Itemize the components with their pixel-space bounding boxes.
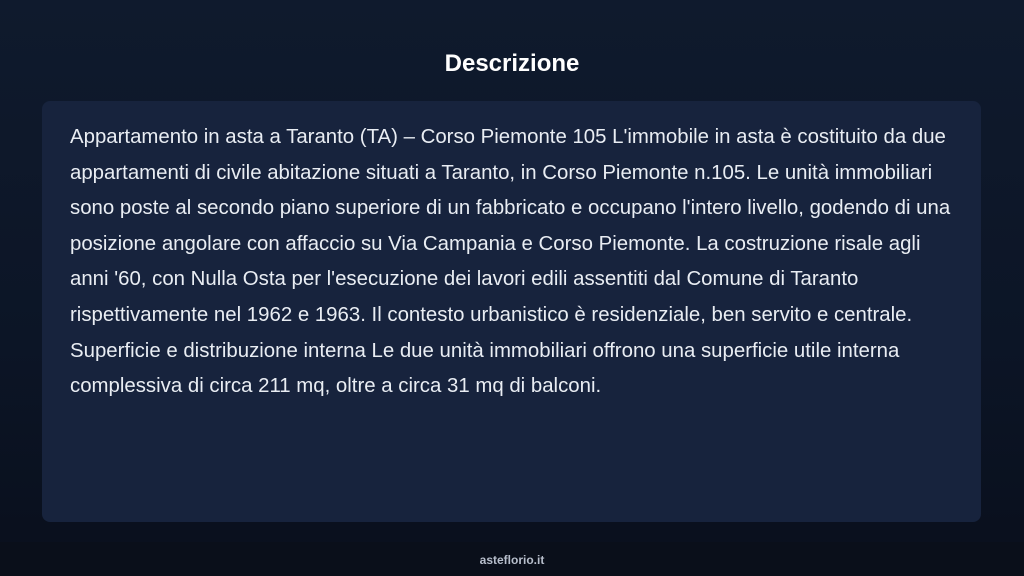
footer-site-label: asteflorio.it	[479, 553, 545, 567]
footer-bar	[0, 542, 1024, 576]
description-card	[42, 101, 981, 522]
description-text: Appartamento in asta a Taranto (TA) – Corso Piemonte 105 L'immobile in asta è costituito da due appartamenti di civile abitazione situati a Taranto, in Corso Piemonte n.105. Le unità immobiliari sono poste al secondo piano superiore di un fabbricato e occupano l'intero livello, godendo di una posizione angolare con affaccio su Via Campania e Corso Piemonte. La costruzione risale agli anni '60, con Nulla Osta per l'esecuzione dei lavori edili assentiti dal Comune di Taranto rispettivamente nel 1962 e 1963. Il contesto urbanistico è residenziale, ben servito e centrale. Superficie e distribuzione interna Le due unità immobiliari offrono una superficie utile interna complessiva di circa 211 mq, oltre a circa 31 mq di balconi.	[70, 126, 951, 398]
page-title: Descrizione	[444, 50, 580, 77]
